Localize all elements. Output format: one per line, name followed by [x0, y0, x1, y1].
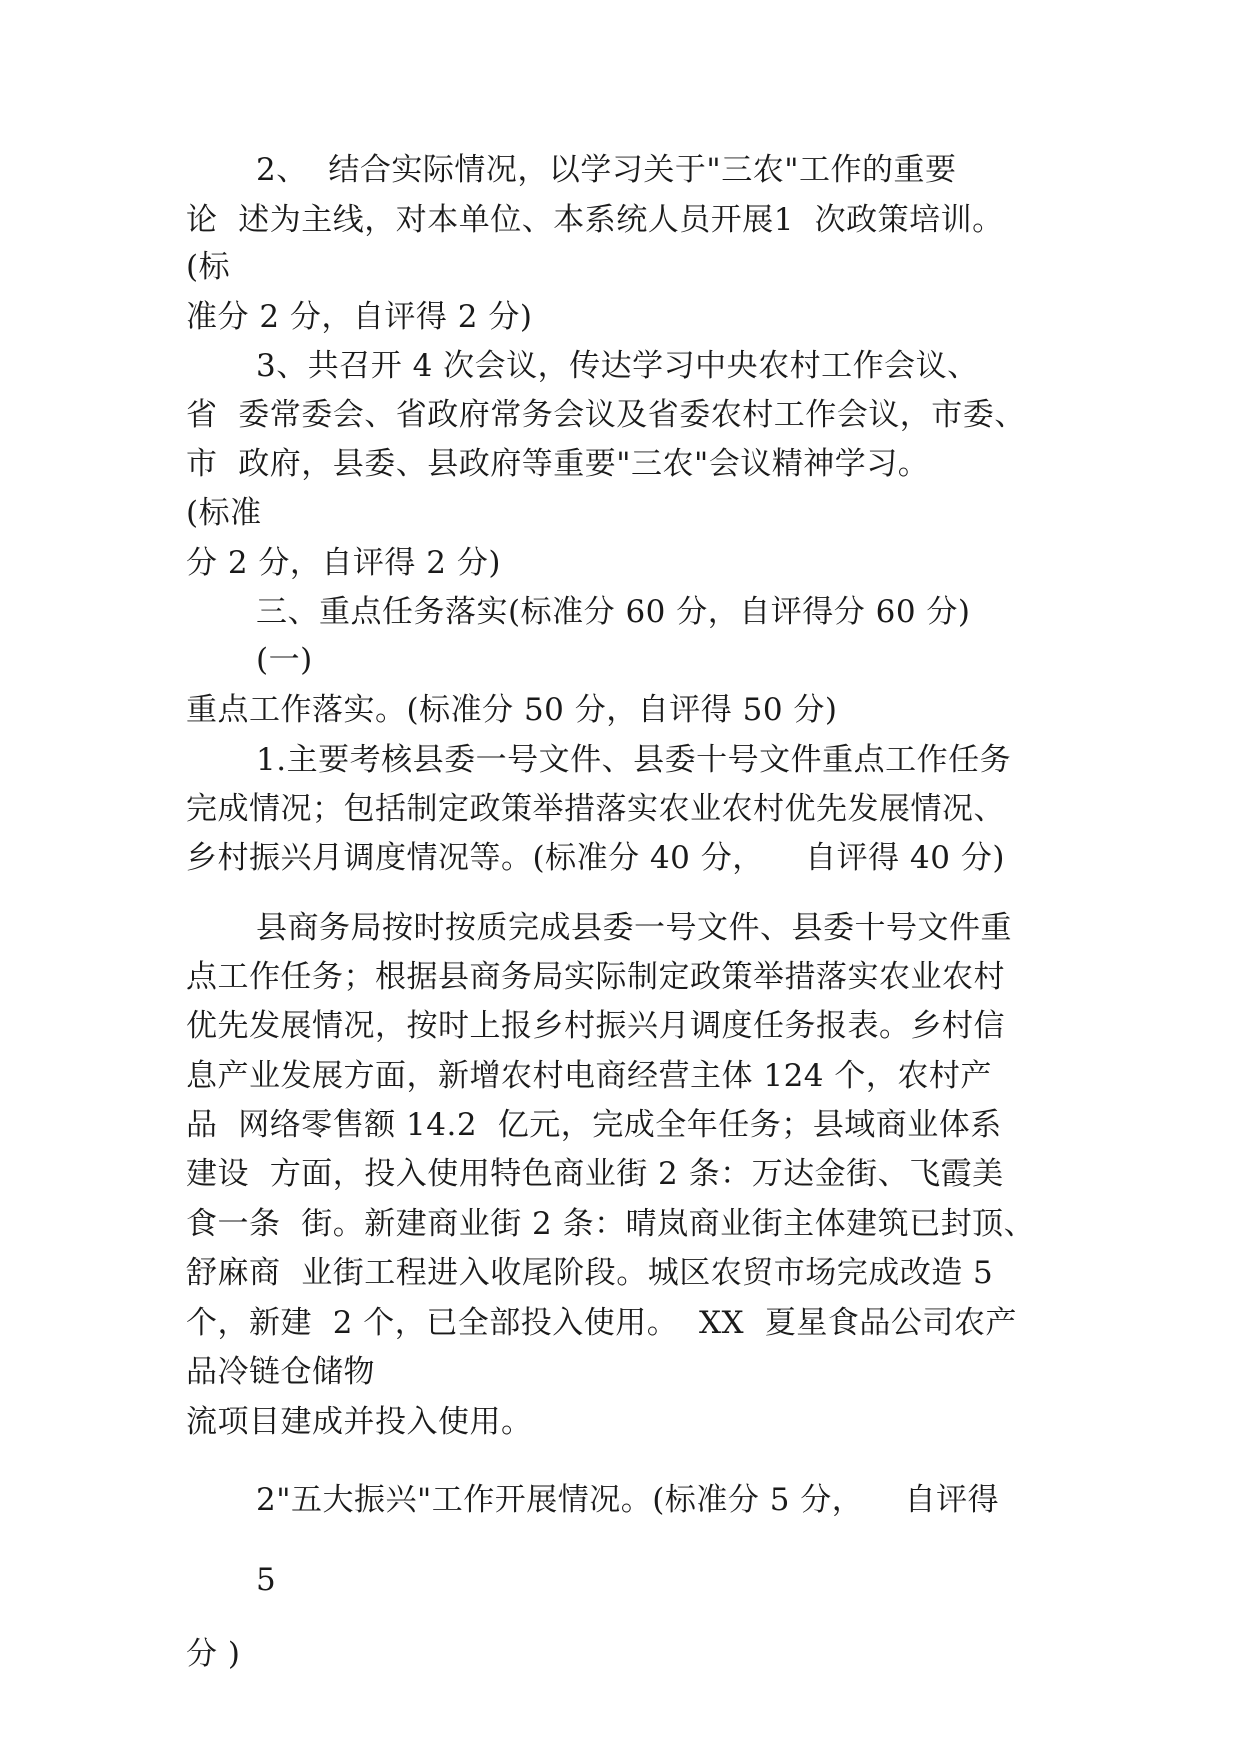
- text-line: 1.主要考核县委一号文件、县委十号文件重点工作任务: [256, 742, 1012, 778]
- text-line: 2"五大振兴"工作开展情况。(标准分 5 分， 自评得: [256, 1482, 1000, 1518]
- text-line: 点工作任务；根据县商务局实际制定政策举措落实农业农村: [186, 959, 1005, 995]
- text-line: 乡村振兴月调度情况等。(标准分 40 分， 自评得 40 分): [186, 840, 1005, 876]
- text-line: 个，新建 2 个，已全部投入使用。 XX 夏星食品公司农产: [186, 1305, 1017, 1341]
- text-line: (标: [186, 249, 231, 285]
- section-heading: 三、重点任务落实(标准分 60 分，自评得分 60 分): [256, 594, 971, 630]
- text-line: 品 网络零售额 14.2 亿元，完成全年任务；县域商业体系: [186, 1107, 1002, 1143]
- text-line: (标准: [186, 495, 262, 531]
- text-line: 省 委常委会、省政府常务会议及省委农村工作会议，市委、: [186, 397, 1026, 433]
- text-line: 3、共召开 4 次会议，传达学习中央农村工作会议、: [256, 348, 979, 384]
- text-line: 建设 方面，投入使用特色商业街 2 条：万达金街、飞霞美: [186, 1156, 1004, 1192]
- text-line: 优先发展情况，按时上报乡村振兴月调度任务报表。乡村信: [186, 1008, 1005, 1044]
- text-line: 5: [256, 1562, 277, 1598]
- subsection-number: (一): [256, 642, 313, 678]
- text-line: 分 2 分，自评得 2 分): [186, 545, 501, 581]
- text-line: 县商务局按时按质完成县委一号文件、县委十号文件重: [256, 910, 1012, 946]
- text-line: 2、 结合实际情况，以学习关于"三农"工作的重要: [256, 152, 957, 188]
- text-line: 完成情况；包括制定政策举措落实农业农村优先发展情况、: [186, 791, 1005, 827]
- text-line: 舒麻商 业街工程进入收尾阶段。城区农贸市场完成改造 5: [186, 1255, 994, 1291]
- text-line: 流项目建成并投入使用。: [186, 1404, 533, 1440]
- text-line: 论 述为主线，对本单位、本系统人员开展1 次政策培训。: [186, 202, 1004, 238]
- text-line: 食一条 街。新建商业街 2 条：晴岚商业街主体建筑已封顶、: [186, 1206, 1036, 1242]
- text-line: 分 ): [186, 1636, 241, 1672]
- text-line: 准分 2 分，自评得 2 分): [186, 299, 533, 335]
- subsection-heading: 重点工作落实。(标准分 50 分，自评得 50 分): [186, 692, 838, 728]
- text-line: 息产业发展方面，新增农村电商经营主体 124 个，农村产: [186, 1058, 992, 1094]
- text-line: 品冷链仓储物: [186, 1354, 375, 1390]
- text-line: 市 政府，县委、县政府等重要"三农"会议精神学习。: [186, 446, 930, 482]
